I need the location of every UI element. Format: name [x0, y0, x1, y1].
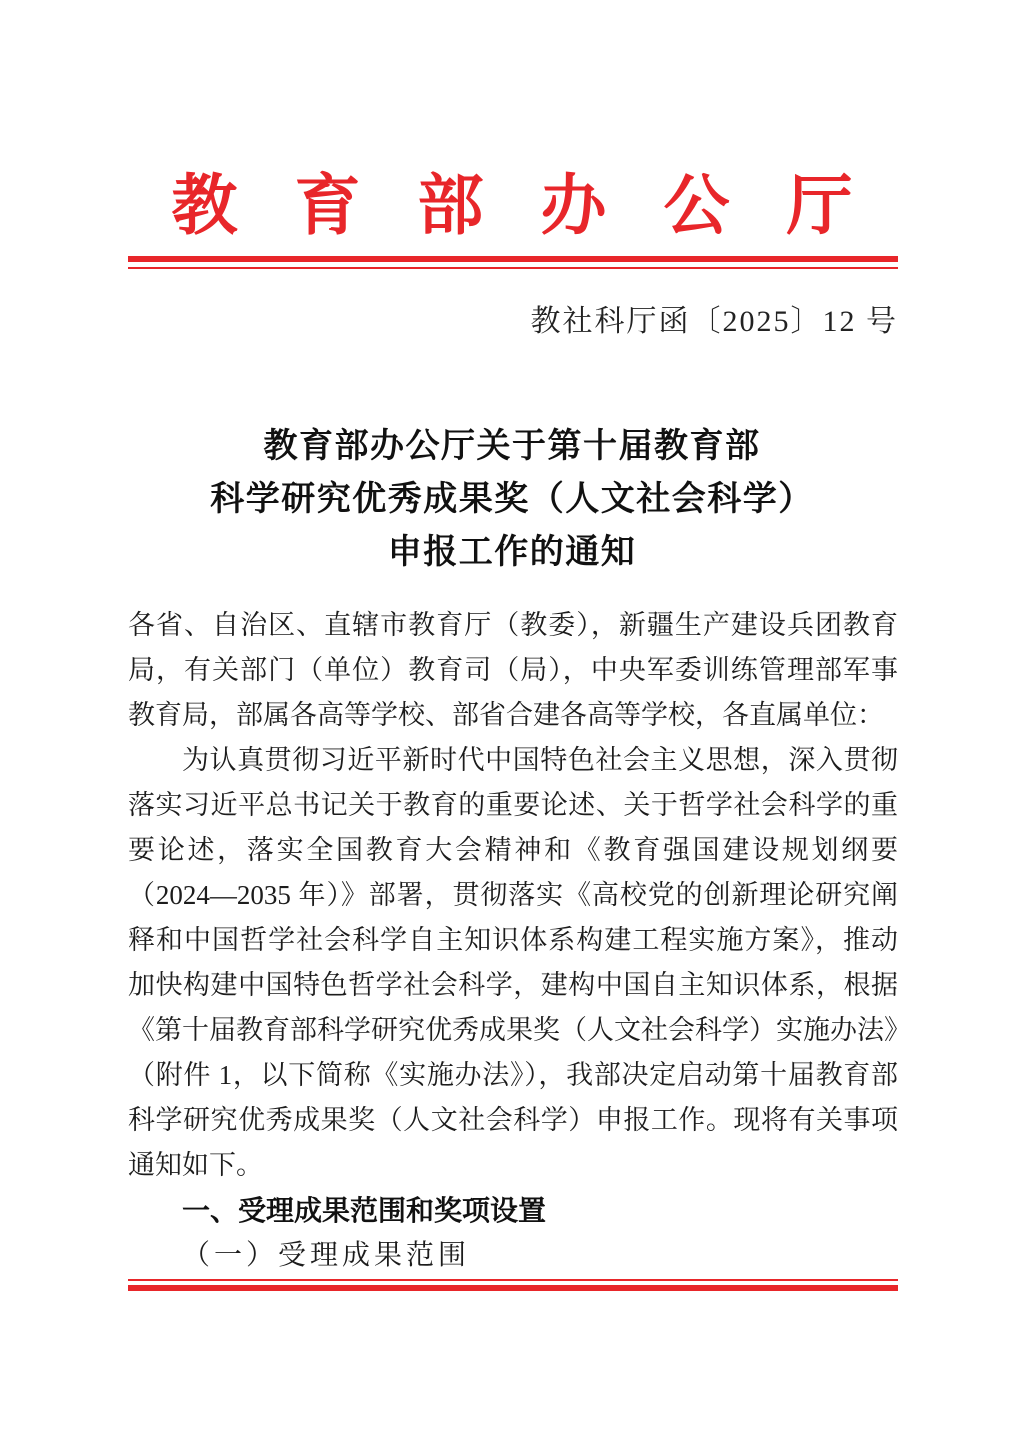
paragraph-line: 要论述，落实全国教育大会精神和《教育强国建设规划纲要	[128, 835, 898, 865]
notice-title-line-2: 科学研究优秀成果奖（人文社会科学）	[210, 481, 814, 518]
paragraph-line: 为认真贯彻习近平新时代中国特色社会主义思想，深入贯彻	[182, 745, 898, 775]
paragraph-line: 落实习近平总书记关于教育的重要论述、关于哲学社会科学的重	[128, 790, 898, 820]
paragraph-line: 释和中国哲学社会科学自主知识体系构建工程实施方案》，推动	[128, 925, 898, 955]
paragraph-line: 科学研究优秀成果奖（人文社会科学）申报工作。现将有关事项	[128, 1105, 898, 1135]
section-heading: 一、受理成果范围和奖项设置	[182, 1195, 547, 1226]
paragraph-line: （附件 1，以下简称《实施办法》），我部决定启动第十届教育部	[128, 1060, 898, 1090]
document-number: 教社科厅函〔2025〕12 号	[530, 305, 898, 338]
paragraph-line: 通知如下。	[128, 1150, 263, 1180]
subsection-heading: （一）受理成果范围	[182, 1240, 471, 1271]
paragraph-line: 《第十届教育部科学研究优秀成果奖（人文社会科学）实施办法》	[128, 1015, 911, 1045]
header-rule-thick	[128, 256, 898, 262]
notice-title-line-1: 教育部办公厅关于第十届教育部	[263, 428, 761, 465]
notice-title	[0, 420, 1024, 579]
footer-rule-thin	[128, 1279, 898, 1281]
notice-body	[128, 603, 911, 1278]
salutation-line: 局，有关部门（单位）教育司（局），中央军委训练管理部军事	[128, 655, 898, 685]
paragraph-line: （2024—2035 年）》部署，贯彻落实《高校党的创新理论研究阐	[128, 880, 898, 910]
salutation-line: 各省、自治区、直辖市教育厅（教委），新疆生产建设兵团教育	[128, 610, 898, 640]
header-rule-thin	[128, 267, 898, 269]
footer-rule-thick	[128, 1285, 898, 1291]
salutation-line: 教育局，部属各高等学校、部省合建各高等学校，各直属单位：	[128, 700, 884, 730]
letterhead-title: 教育部办公厅	[171, 170, 910, 243]
notice-title-line-3: 申报工作的通知	[387, 534, 637, 571]
paragraph-line: 加快构建中国特色哲学社会科学，建构中国自主知识体系，根据	[128, 970, 898, 1000]
